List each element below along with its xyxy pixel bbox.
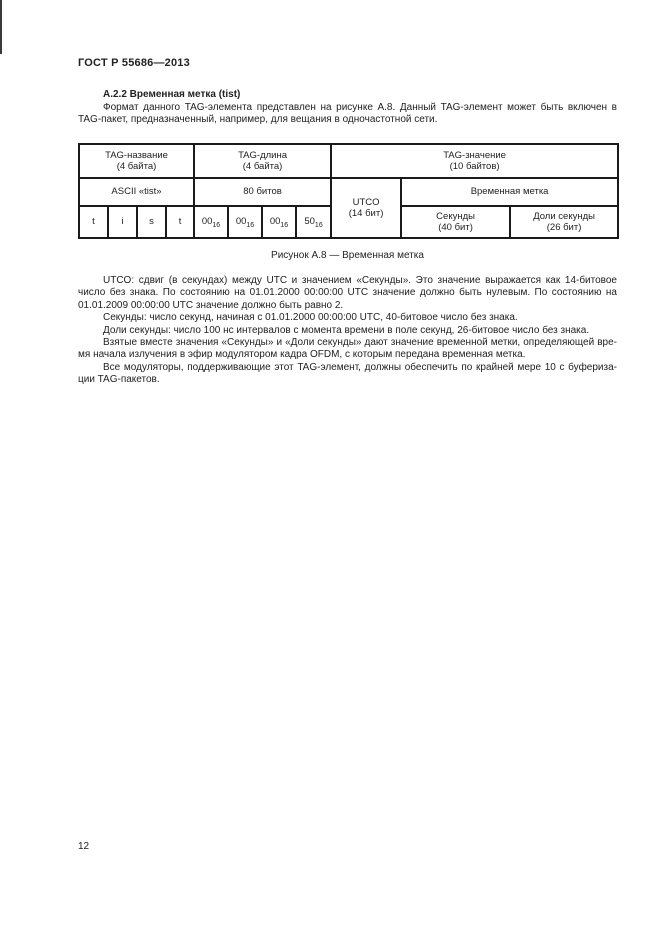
cell-line: TAG-длина	[238, 149, 287, 161]
tag-format-table-grid	[78, 143, 619, 239]
cell-char-t2: t	[166, 206, 194, 238]
cell-line: TAG-значение	[443, 149, 506, 161]
paragraph-fraction-seconds: Доли секунды: число 100 нс интервалов с момента времени в поле секунд, 26-битовое число без знака.	[103, 324, 590, 336]
cell-line: Доли секунды	[533, 210, 595, 222]
section-heading: А.2.2 Временная метка (tist)	[103, 89, 241, 100]
hex-base-subscript: 16	[246, 222, 255, 230]
cell-line: (4 байта)	[242, 161, 283, 172]
paragraph-seconds: Секунды: число секунд, начиная с 01.01.2000 00:00:00 UTC, 40-битовое число без знака.	[103, 312, 518, 324]
cell-hex-byte-2	[228, 206, 262, 238]
cell-line: UTCO	[352, 196, 380, 208]
tag-format-table	[78, 143, 617, 239]
cell-tag-value-header	[331, 144, 618, 178]
cell-hex-byte-1	[194, 206, 228, 238]
cell-line: (4 байта)	[116, 161, 157, 172]
figure-caption: Рисунок А.8 — Временная метка	[271, 250, 424, 261]
body-text-block	[78, 275, 617, 387]
cell-line: TAG-название	[105, 149, 168, 161]
hex-value: 00	[269, 216, 281, 228]
cell-char-i: i	[108, 206, 137, 238]
cell-hex-byte-4	[296, 206, 331, 238]
cell-tag-length-header	[194, 144, 331, 178]
hex-value: 00	[201, 216, 213, 228]
hex-base-subscript: 16	[280, 222, 289, 230]
cell-tag-name-header	[79, 144, 194, 178]
page-number: 12	[78, 841, 90, 852]
cell-80-bits: 80 битов	[194, 178, 331, 206]
cell-fraction-seconds	[510, 206, 618, 238]
running-header: ГОСТ Р 55686—2013	[78, 57, 190, 69]
cell-line: (14 бит)	[348, 208, 384, 219]
hex-base-subscript: 16	[314, 222, 323, 230]
cell-ascii-tist: ASCII «tist»	[79, 178, 194, 206]
cell-timestamp: Временная метка	[401, 178, 618, 206]
cell-line: (10 байтов)	[449, 161, 500, 172]
paragraph-combined-timestamp: Взятые вместе значения «Секунды» и «Доли секунды» дают значение временной метки, определяющей время начала излучения в эфир модулятором кадра OFDM, с которым передана временная метка.	[78, 337, 617, 361]
cell-line: (26 бит)	[546, 222, 582, 233]
hex-base-subscript: 16	[212, 222, 221, 230]
cell-line: Секунды	[436, 210, 475, 222]
cell-char-t1: t	[79, 206, 108, 238]
hex-value: 50	[304, 216, 315, 228]
intro-paragraph: Формат данного TAG-элемента представлен на рисунке А.8. Данный TAG-элемент может быть включен в TAG-пакет, предназначенный, например, для вещания в одночастотной сети.	[78, 102, 617, 126]
paragraph-utco: UTCO: сдвиг (в секундах) между UTC и значением «Секунды». Это значение выражается как 14-битовое число без знака. По состоянию на 01.01.2000 00:00:00 UTC значение должно быть нулевым. По состоянию на 01.01.2009 00:00:00 UTC значение должно быть равно 2.	[78, 275, 617, 311]
cell-line: (40 бит)	[438, 222, 473, 233]
paragraph-modulators: Все модуляторы, поддерживающие этот TAG-элемент, должны обеспечить по крайней мере 10 с буферизации TAG-пакетов.	[78, 361, 617, 386]
hex-value: 00	[235, 216, 247, 228]
cell-hex-byte-3	[262, 206, 296, 238]
cell-char-s: s	[137, 206, 166, 238]
cell-seconds	[401, 206, 510, 238]
scan-artifact-line	[0, 0, 2, 54]
cell-utco	[331, 178, 401, 238]
